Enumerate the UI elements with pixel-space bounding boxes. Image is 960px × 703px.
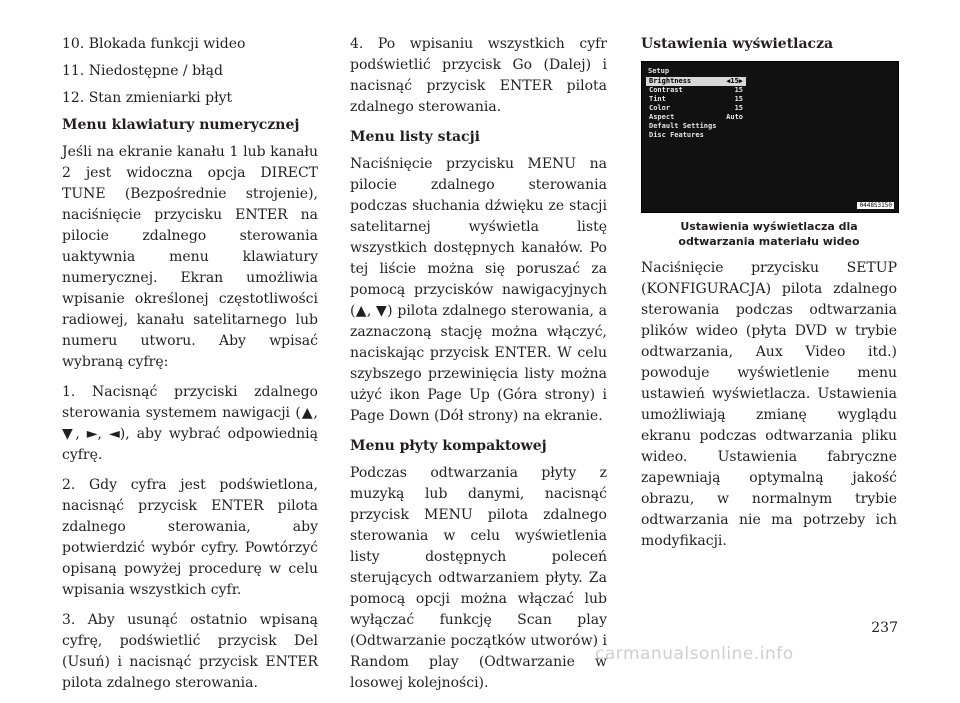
paragraph: 3. Aby usunąć ostatnio wpisaną cyfrę, podświetlić przycisk Del (Usuń) i nacisnąć przycisk ENTER pilota zdalnego sterowania.	[62, 612, 318, 691]
section-heading-cd-menu: Menu płyty kompaktowej	[350, 438, 547, 454]
menu-row-default-settings: Default Settings	[649, 122, 717, 130]
screen-title: Setup	[648, 67, 670, 75]
section-heading-display-settings: Ustawienia wyświetlacza	[641, 36, 834, 52]
paragraph: Podczas odtwarzania płyty z muzyką lub danymi, nacisnąć przycisk MENU pilota zdalnego sterowania w celu wyświetlenia listy dostępnych poleceń sterujących odtwarzaniem płyty. Za pomocą opcji można włączać lub wyłączać funkcję Scan play (Odtwarzanie początków utworów) i Random play (Odtwarzanie w losowej kolejności).	[350, 465, 607, 691]
menu-row-brightness: Brightness ◀15▶	[646, 77, 746, 86]
column-left	[62, 34, 318, 703]
paragraph: 4. Po wpisaniu wszystkich cyfr podświetlić przycisk Go (Dalej) i nacisnąć przycisk ENTER pilota zdalnego sterowania.	[350, 36, 607, 115]
figure-caption: Ustawienia wyświetlacza dla odtwarzania materiału wideo	[678, 220, 860, 248]
column-middle	[350, 34, 607, 703]
image-code: 0448S3150	[859, 202, 892, 209]
paragraph: Naciśnięcie przycisku SETUP (KONFIGURACJA) pilota zdalnego sterowania podczas odtwarzania plików wideo (płyta DVD w trybie odtwarzania, Aux Video itd.) powoduje wyświetlenie menu ustawień wyświetlacza. Ustawienia umożliwiają zmianę wyglądu ekranu podczas odtwarzania pliku wideo. Ustawienia fabryczne zapewniają optymalną jakość obrazu, w normalnym trybie odtwarzania nie ma potrzeby ich modyfikacji.	[641, 260, 897, 549]
list-item: 12. Stan zmieniarki płyt	[62, 90, 233, 106]
paragraph: 2. Gdy cyfra jest podświetlona, nacisnąć przycisk ENTER pilota zdalnego sterowania, aby potwierdzić wybór cyfry. Powtórzyć opisaną powyżej procedurę w celu wpisania wszystkich cyfr.	[62, 477, 318, 598]
watermark: carmanualsonline.info	[595, 644, 794, 664]
list-item: 11. Niedostępne / błąd	[62, 63, 223, 79]
section-heading-station-list: Menu listy stacji	[350, 129, 480, 145]
paragraph: Jeśli na ekranie kanału 1 lub kanału 2 jest widoczna opcja DIRECT TUNE (Bezpośrednie strojenie), naciśnięcie przycisku ENTER na pilocie zdalnego sterowania uaktywnia menu klawiatury numerycznej. Ekran umożliwia wpisanie określonej częstotliwości radiowej, kanału satelitarnego lub numeru utworu. Aby wpisać wybraną cyfrę:	[62, 144, 318, 370]
paragraph: 1. Nacisnąć przyciski zdalnego sterowania systemem nawigacji (▲, ▼, ►, ◄), aby wybrać odpowiednią cyfrę.	[62, 384, 318, 463]
page-number: 237	[871, 620, 898, 636]
menu-row-disc-features: Disc Features	[649, 131, 704, 139]
menu-row-contrast: Contrast 15	[649, 86, 743, 94]
menu-row-tint: Tint 15	[649, 95, 743, 103]
setup-menu	[646, 77, 746, 140]
column-right	[641, 34, 897, 561]
menu-row-aspect: Aspect Auto	[649, 113, 743, 121]
section-heading-keypad-menu: Menu klawiatury numerycznej	[62, 117, 300, 133]
paragraph: Naciśnięcie przycisku MENU na pilocie zdalnego sterowania podczas słuchania dźwięku ze stacji satelitarnej wyświetla listę wszystkich dostępnych kanałów. Po tej liście można się poruszać za pomocą przycisków nawigacyjnych (▲, ▼) pilota zdalnego sterowania, a zaznaczoną stację można włączyć, naciskając przycisk ENTER. W celu szybszego przewinięcia listy można użyć ikon Page Up (Góra strony) i Page Down (Dół strony) na ekranie.	[350, 156, 607, 424]
setup-screen-image	[641, 61, 899, 213]
list-item: 10. Blokada funkcji wideo	[62, 36, 246, 52]
menu-row-color: Color 15	[649, 104, 743, 112]
